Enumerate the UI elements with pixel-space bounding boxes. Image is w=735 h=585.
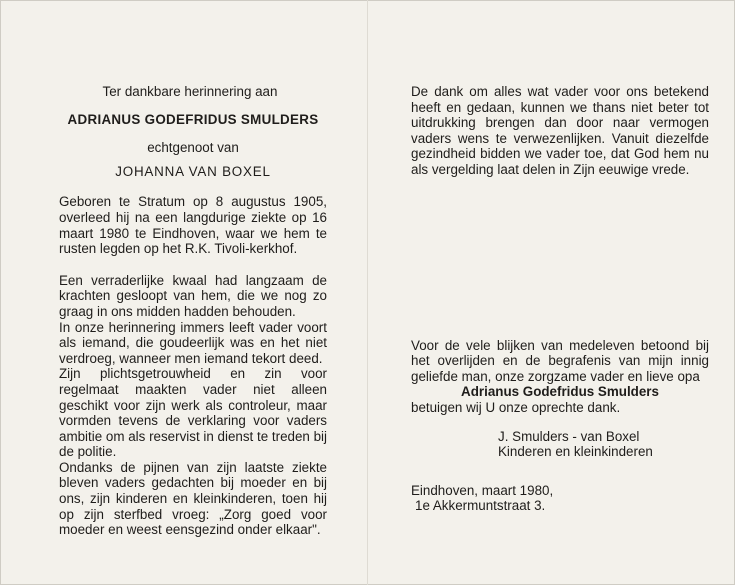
address: 1e Akkermuntstraat 3. xyxy=(415,498,546,514)
signature-line-2: Kinderen en kleinkinderen xyxy=(498,444,653,460)
pain-paragraph: Ondanks de pijnen van zijn laatste ziekte bleven vaders gedachten bij moeder en bij ons, zijn kinderen en kleinkinderen, toen hij op zijn sterfbed vroeg: „Zorg goed voor moeder en weest eensgezind onder elkaar". xyxy=(59,459,327,538)
sympathy-intro: Voor de vele blijken van medeleven betoond bij het overlijden en de begrafenis van mijn innig geliefde man, onze zorgzame vader en lieve opa xyxy=(411,337,709,384)
signature-line-1: J. Smulders - van Boxel xyxy=(498,428,640,444)
birth-paragraph: Geboren te Stratum op 8 augustus 1905, overleed hij na een langdurige ziekte op 16 maart 1980 te Eindhoven, waar we hem te rusten legden op het R.K. Tivoli-kerkhof. xyxy=(59,194,327,257)
place-date: Eindhoven, maart 1980, xyxy=(411,482,554,498)
intro-line: Ter dankbare herinnering aan xyxy=(102,84,278,99)
deceased-name: ADRIANUS GODEFRIDUS SMULDERS xyxy=(67,111,319,127)
illness-paragraph: Een verraderlijke kwaal had langzaam de krachten gesloopt van hem, die we nog zo graag in ons midden hadden behouden. xyxy=(59,272,327,319)
sympathy-name: Adrianus Godefridus Smulders xyxy=(461,384,659,400)
thanks-paragraph: De dank om alles wat vader voor ons betekend heeft en gedaan, kunnen we thans niet beter tot uitdrukking brengen dan door naar vermogen vaders wens te verwezenlijken. Vanuit diezelfde gezindheid bidden we vader toe, dat God hem nu als vergelding laat delen in Zijn eeuwige vrede. xyxy=(411,84,709,177)
sympathy-paragraph xyxy=(411,338,709,385)
memory-paragraph: In onze herinnering immers leeft vader voort als iemand, die goudeerlijk was en het niet verdroeg, wanneer men iemand tekort deed. xyxy=(59,319,327,366)
left-panel xyxy=(59,84,327,538)
fold-line xyxy=(367,0,368,585)
duty-paragraph: Zijn plichtsgetrouwheid en zin voor regelmaat maakten vader niet alleen geschikt voor zijn werk als controleur, maar vormden tevens de verklaring voor vaders ambitie om als reservist in dienst te treden bij de politie. xyxy=(59,366,327,460)
sympathy-outro: betuigen wij U onze oprechte dank. xyxy=(411,399,621,415)
spouse-label: echtgenoot van xyxy=(147,140,239,156)
right-panel xyxy=(411,84,709,514)
spouse-name: JOHANNA VAN BOXEL xyxy=(115,163,271,179)
